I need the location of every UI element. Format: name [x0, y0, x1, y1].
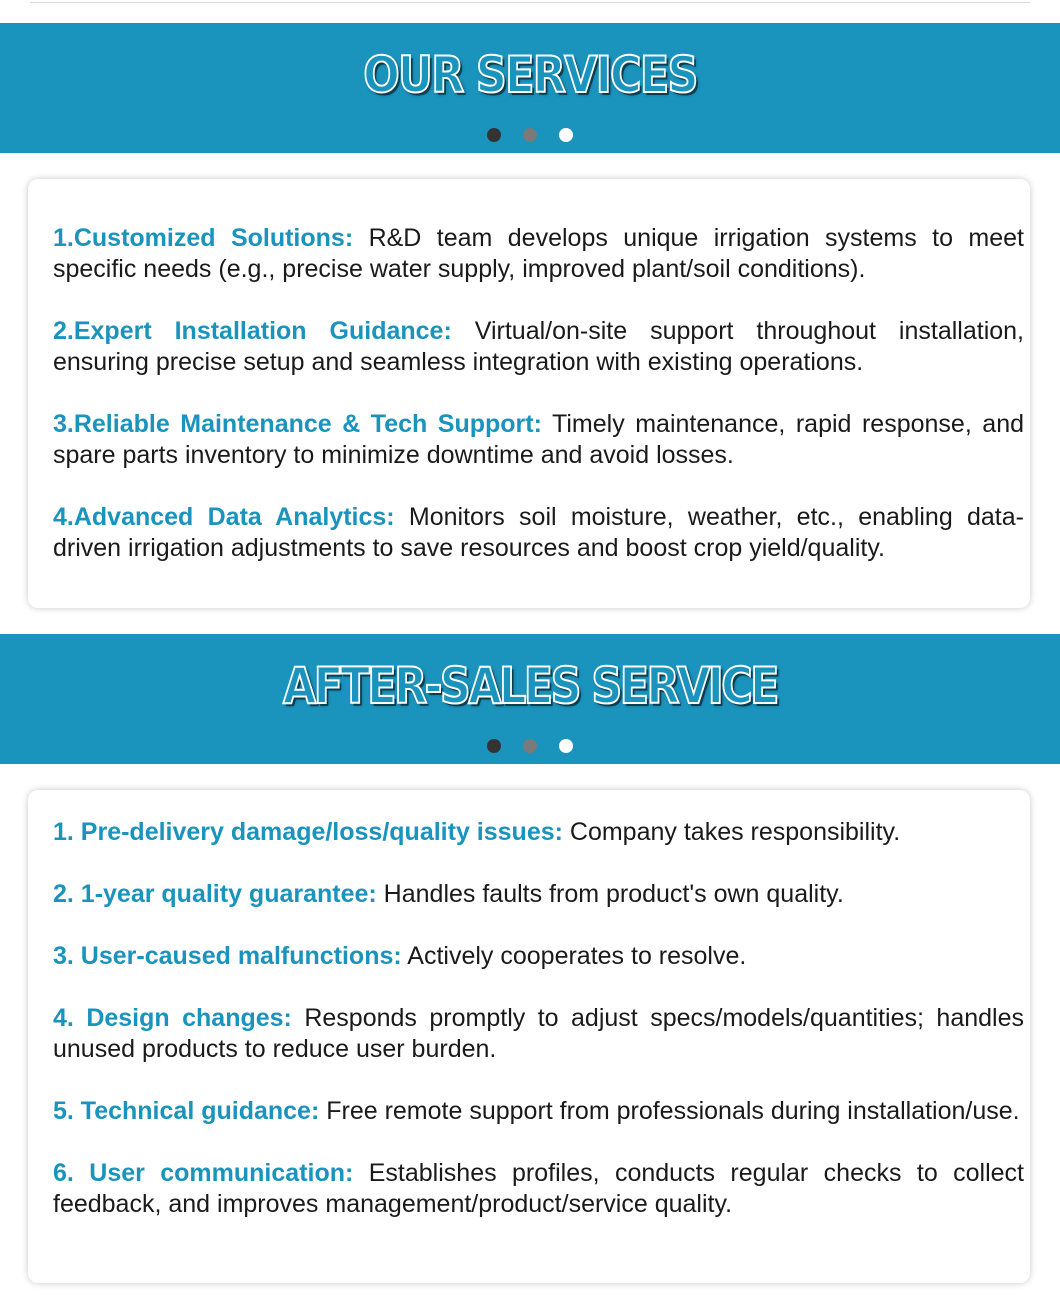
- after-sales-card: [28, 790, 1030, 1283]
- after-sales-label: 6. User communication:: [53, 1159, 354, 1187]
- after-sales-dots: [0, 739, 1060, 753]
- after-sales-label: 2. 1-year quality guarantee:: [53, 880, 377, 908]
- services-dots: [0, 128, 1060, 142]
- service-item-installation-guidance: [53, 316, 1024, 378]
- services-card: [28, 179, 1030, 608]
- service-item-customized-solutions: [53, 223, 1024, 285]
- after-sales-label: 1. Pre-delivery damage/loss/quality issues:: [53, 818, 563, 846]
- service-text: Virtual/on-site support throughout installation, ensuring precise setup and seamless integration with existing operations.: [53, 317, 1025, 376]
- after-sales-item-user-malfunctions: [53, 941, 1024, 972]
- after-sales-text: Responds promptly to adjust specs/models/quantities; handles unused products to reduce user burden.: [53, 1004, 1024, 1063]
- after-sales-text: Handles faults from product's own quality.: [376, 880, 844, 908]
- service-text: R&D team develops unique irrigation systems to meet specific needs (e.g., precise water supply, improved plant/soil conditions).: [53, 224, 1024, 283]
- after-sales-item-user-communication: [53, 1158, 1024, 1220]
- dot-dark: [487, 739, 501, 753]
- after-sales-text: Establishes profiles, conducts regular checks to collect feedback, and improves management/product/service quality.: [53, 1159, 1025, 1218]
- service-label: 3.Reliable Maintenance & Tech Support:: [53, 410, 542, 438]
- after-sales-item-pre-delivery: [53, 817, 1024, 848]
- services-banner: [0, 23, 1060, 153]
- after-sales-label: 5. Technical guidance:: [53, 1097, 320, 1125]
- service-text: Timely maintenance, rapid response, and spare parts inventory to minimize downtime and avoid losses.: [53, 410, 1025, 469]
- dot-mid: [523, 739, 537, 753]
- dot-light: [559, 739, 573, 753]
- service-label: 2.Expert Installation Guidance:: [53, 317, 452, 345]
- after-sales-item-design-changes: [53, 1003, 1024, 1065]
- top-divider: [30, 2, 1030, 3]
- dot-dark: [487, 128, 501, 142]
- service-label: 4.Advanced Data Analytics:: [53, 503, 395, 531]
- service-item-data-analytics: [53, 502, 1024, 564]
- after-sales-label: 3. User-caused malfunctions:: [53, 942, 402, 970]
- after-sales-item-technical-guidance: [53, 1096, 1024, 1127]
- after-sales-text: Company takes responsibility.: [562, 818, 901, 846]
- dot-light: [559, 128, 573, 142]
- after-sales-text: Free remote support from professionals during installation/use.: [319, 1097, 1020, 1125]
- after-sales-label: 4. Design changes:: [53, 1004, 292, 1032]
- after-sales-title: AFTER-SALES SERVICE: [283, 657, 777, 715]
- services-title: OUR SERVICES: [363, 46, 697, 104]
- service-item-maintenance-support: [53, 409, 1024, 471]
- dot-mid: [523, 128, 537, 142]
- after-sales-text: Actively cooperates to resolve.: [401, 942, 747, 970]
- service-text: Monitors soil moisture, weather, etc., enabling data-driven irrigation adjustments to save resources and boost crop yield/quality.: [53, 503, 1024, 562]
- after-sales-banner: [0, 634, 1060, 764]
- service-label: 1.Customized Solutions:: [53, 224, 354, 252]
- after-sales-item-quality-guarantee: [53, 879, 1024, 910]
